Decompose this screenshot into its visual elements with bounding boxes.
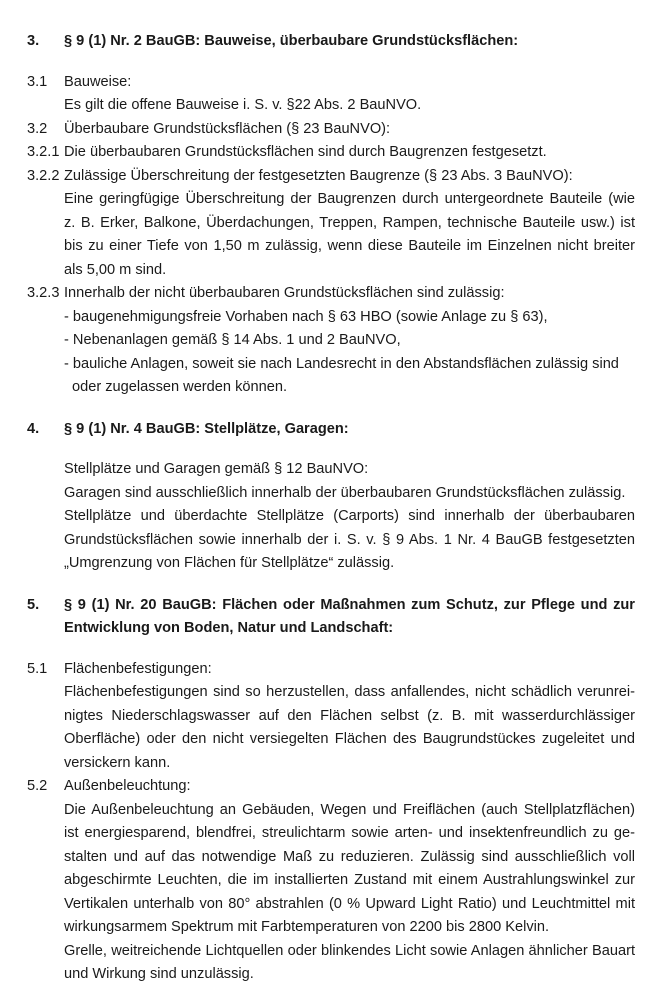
bullet-item: - Nebenanlagen gemäß § 14 Abs. 1 und 2 BauNVO, <box>64 332 401 348</box>
section-text: Garagen sind ausschließlich innerhalb der überbaubaren Grundstücksflächen zulässig. <box>64 484 626 501</box>
item-text: Grelle, weitreichende Lichtquellen oder blinkendes Licht sowie Anlagen ähnlicher Bauart und Wirkung sind unzulässig. <box>64 942 635 982</box>
bullet-continuation: oder zugelassen werden können. <box>72 379 288 395</box>
section-number: 3. <box>27 33 40 49</box>
item-5-1 <box>27 658 635 682</box>
item-number: 5.1 <box>27 660 48 677</box>
item-3-2-2 <box>27 165 635 189</box>
bullet-item: - baugenehmigungsfreie Vorhaben nach § 63 HBO (sowie Anlage zu § 63), <box>64 308 548 325</box>
bullet-item: - bauliche Anlagen, soweit sie nach Landesrecht in den Abstandsflächen zulässig sind <box>64 355 619 372</box>
item-3-1 <box>27 71 635 95</box>
section-5-heading <box>27 594 635 641</box>
section-title: § 9 (1) Nr. 2 BauGB: Bauweise, überbaubare Grundstücksflächen: <box>64 33 519 49</box>
item-3-2-3 <box>27 282 635 306</box>
item-label: Bauweise: <box>64 73 132 90</box>
item-text: Die Außenbeleuchtung an Gebäuden, Wegen und Freiflächen (auch Stellplatzflächen) ist energiesparend, blendfrei, streulichtarm sowie arten- und insektenfreundlich zu gestalten und auf das notwendige Maß zu reduzieren. Zulässig sind ausschließlich voll abgeschirmte Leuchten, die im installierten Zustand mit einem Austrahlungswinkel zur Vertikalen unterhalb von 80° abstrahlen (0 % Upward Light Ratio) und Leuchtmittel mit wirkungsarmem Spektrum mit Farbtemperaturen von 2200 bis 2800 Kelvin. <box>64 801 635 935</box>
section-3-heading <box>27 30 635 54</box>
item-text: Eine geringfügige Überschreitung der Baugrenzen durch untergeordnete Bauteile (wie z. B. Erker, Balkone, Überdachungen, Treppen, Rampen, technische Bauteile usw.) ist bis zu einer Tiefe von 1,50 m zulässig, wenn diese Bauteile im Einzelnen nicht breiter als 5,00 m sind. <box>64 191 635 278</box>
item-label: Flächenbefestigungen: <box>64 660 212 677</box>
item-text: Es gilt die offene Bauweise i. S. v. §22 Abs. 2 BauNVO. <box>64 97 422 113</box>
item-number: 3.1 <box>27 73 48 90</box>
item-number: 3.2 <box>27 120 48 137</box>
item-number: 3.2.1 <box>27 144 60 160</box>
item-label: Außenbeleuchtung: <box>64 778 191 794</box>
section-title: § 9 (1) Nr. 4 BauGB: Stellplätze, Garagen: <box>64 420 349 437</box>
item-text: Flächenbefestigungen sind so herzustellen, dass anfallendes, nicht schädlich verunreinigtes Niederschlagswasser auf den Flächen selbst (z. B. mit wasserdurchlässiger Oberfläche) oder den nicht versiegelten Flächen des Baugrundstückes zugeleitet und versickern kann. <box>64 684 635 771</box>
section-title: § 9 (1) Nr. 20 BauGB: Flächen oder Maßnahmen zum Schutz, zur Pflege und zur Entwicklung von Boden, Natur und Landschaft: <box>64 596 635 636</box>
item-label: Die überbaubaren Grundstücksflächen sind durch Baugrenzen festgesetzt. <box>64 144 547 160</box>
item-3-2 <box>27 118 635 142</box>
item-number: 3.2.2 <box>27 167 60 184</box>
item-5-2 <box>27 775 635 799</box>
document-page <box>27 30 635 987</box>
section-number: 5. <box>27 596 40 613</box>
item-label: Zulässige Überschreitung der festgesetzten Baugrenze (§ 23 Abs. 3 BauNVO): <box>64 167 573 184</box>
item-label: Überbaubare Grundstücksflächen (§ 23 BauNVO): <box>64 120 391 137</box>
item-number: 3.2.3 <box>27 285 60 301</box>
item-number: 5.2 <box>27 778 48 794</box>
item-3-2-1 <box>27 141 635 165</box>
item-label: Innerhalb der nicht überbaubaren Grundstücksflächen sind zulässig: <box>64 285 505 301</box>
section-label: Stellplätze und Garagen gemäß § 12 BauNVO: <box>64 461 369 477</box>
section-text: Stellplätze und überdachte Stellplätze (Carports) sind innerhalb der überbaubaren Grundstücksflächen sowie innerhalb der i. S. v. § 9 Abs. 1 Nr. 4 BauGB festgesetzten „Umgrenzung von Flächen für Stellplätze“ zulässig. <box>64 508 635 571</box>
section-number: 4. <box>27 420 40 437</box>
section-4-heading <box>27 418 635 442</box>
